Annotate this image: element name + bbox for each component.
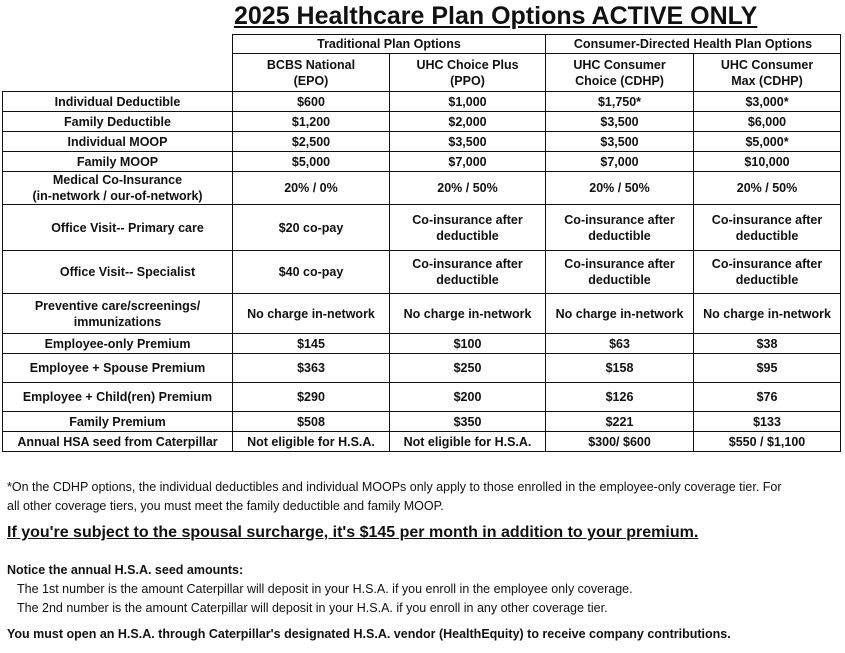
group-header-row [3, 35, 841, 54]
value-cell: Co-insurance after deductible [694, 205, 841, 251]
plan-header-uhc-max: UHC Consumer Max (CDHP) [694, 54, 841, 92]
value-cell: $1,750* [546, 92, 694, 112]
value-cell: $5,000* [694, 132, 841, 152]
value-cell: $63 [546, 334, 694, 354]
table-row [3, 205, 841, 251]
value-cell: Co-insurance after deductible [546, 205, 694, 251]
value-cell: $508 [233, 412, 390, 432]
table-row [3, 172, 841, 205]
page-title: 2025 Healthcare Plan Options ACTIVE ONLY [234, 2, 758, 30]
plan-header-uhc-choice: UHC Consumer Choice (CDHP) [546, 54, 694, 92]
row-label: Family MOOP [3, 152, 233, 172]
plan-comparison-table [2, 34, 841, 452]
value-cell: $20 co-pay [233, 205, 390, 251]
table-row [3, 354, 841, 383]
value-cell: $350 [390, 412, 546, 432]
table-row [3, 92, 841, 112]
value-cell: $1,000 [390, 92, 546, 112]
notice-line-2: The 2nd number is the amount Caterpillar will deposit in your H.S.A. if you enroll in any other coverage tier. [17, 601, 608, 615]
value-cell: No charge in-network [694, 294, 841, 334]
table-row [3, 112, 841, 132]
value-cell: Not eligible for H.S.A. [390, 432, 546, 452]
value-cell: $145 [233, 334, 390, 354]
value-cell: 20% / 50% [546, 172, 694, 205]
value-cell: $550 / $1,100 [694, 432, 841, 452]
notice-line-1: The 1st number is the amount Caterpillar will deposit in your H.S.A. if you enroll in the employee only coverage. [17, 582, 633, 596]
value-cell: $3,500 [546, 112, 694, 132]
value-cell: $76 [694, 383, 841, 412]
value-cell: $10,000 [694, 152, 841, 172]
value-cell: $600 [233, 92, 390, 112]
value-cell: $7,000 [390, 152, 546, 172]
cdhp-footnote: *On the CDHP options, the individual deductibles and individual MOOPs only apply to those enrolled in the employee-only coverage tier. For all other coverage tiers, you must meet the family deductible and family MOOP. [7, 480, 782, 513]
value-cell: $290 [233, 383, 390, 412]
table-row [3, 132, 841, 152]
value-cell: Not eligible for H.S.A. [233, 432, 390, 452]
table-row [3, 432, 841, 452]
hsa-vendor-note: You must open an H.S.A. through Caterpillar's designated H.S.A. vendor (HealthEquity) to receive company contributions. [7, 627, 731, 641]
table-row [3, 383, 841, 412]
row-label: Office Visit-- Specialist [3, 251, 233, 294]
plan-header-uhc-ppo: UHC Choice Plus (PPO) [390, 54, 546, 92]
value-cell: Co-insurance after deductible [390, 205, 546, 251]
value-cell: $158 [546, 354, 694, 383]
value-cell: $1,200 [233, 112, 390, 132]
value-cell: No charge in-network [546, 294, 694, 334]
row-label: Annual HSA seed from Caterpillar [3, 432, 233, 452]
row-label: Individual MOOP [3, 132, 233, 152]
spousal-surcharge-note: If you're subject to the spousal surcharge, it's $145 per month in addition to your premium. [7, 524, 699, 541]
value-cell: $7,000 [546, 152, 694, 172]
row-label: Family Deductible [3, 112, 233, 132]
value-cell: $6,000 [694, 112, 841, 132]
table-row [3, 251, 841, 294]
value-cell: Co-insurance after deductible [546, 251, 694, 294]
value-cell: Co-insurance after deductible [390, 251, 546, 294]
value-cell: $3,500 [390, 132, 546, 152]
value-cell: $126 [546, 383, 694, 412]
row-label: Individual Deductible [3, 92, 233, 112]
value-cell: $2,500 [233, 132, 390, 152]
value-cell: $2,000 [390, 112, 546, 132]
value-cell: $250 [390, 354, 546, 383]
value-cell: No charge in-network [233, 294, 390, 334]
table-row [3, 412, 841, 432]
value-cell: $221 [546, 412, 694, 432]
row-label: Family Premium [3, 412, 233, 432]
value-cell: $100 [390, 334, 546, 354]
value-cell: 20% / 50% [390, 172, 546, 205]
value-cell: $38 [694, 334, 841, 354]
table-row [3, 294, 841, 334]
value-cell: $200 [390, 383, 546, 412]
value-cell: Co-insurance after deductible [694, 251, 841, 294]
row-label: Medical Co-Insurance (in-network / our-of-network) [3, 172, 233, 205]
value-cell: 20% / 50% [694, 172, 841, 205]
corner-cell [3, 35, 233, 92]
value-cell: $300/ $600 [546, 432, 694, 452]
value-cell: $5,000 [233, 152, 390, 172]
row-label: Office Visit-- Primary care [3, 205, 233, 251]
group-header-cdhp: Consumer-Directed Health Plan Options [546, 35, 841, 54]
row-label: Preventive care/screenings/ immunizations [3, 294, 233, 334]
row-label: Employee + Child(ren) Premium [3, 383, 233, 412]
value-cell: $3,500 [546, 132, 694, 152]
value-cell: $133 [694, 412, 841, 432]
value-cell: $3,000* [694, 92, 841, 112]
notice-heading: Notice the annual H.S.A. seed amounts: [7, 563, 244, 577]
value-cell: $40 co-pay [233, 251, 390, 294]
row-label: Employee-only Premium [3, 334, 233, 354]
value-cell: $95 [694, 354, 841, 383]
table-row [3, 334, 841, 354]
row-label: Employee + Spouse Premium [3, 354, 233, 383]
value-cell: $363 [233, 354, 390, 383]
value-cell: 20% / 0% [233, 172, 390, 205]
value-cell: No charge in-network [390, 294, 546, 334]
plan-header-bcbs: BCBS National (EPO) [233, 54, 390, 92]
group-header-traditional: Traditional Plan Options [233, 35, 546, 54]
table-row [3, 152, 841, 172]
